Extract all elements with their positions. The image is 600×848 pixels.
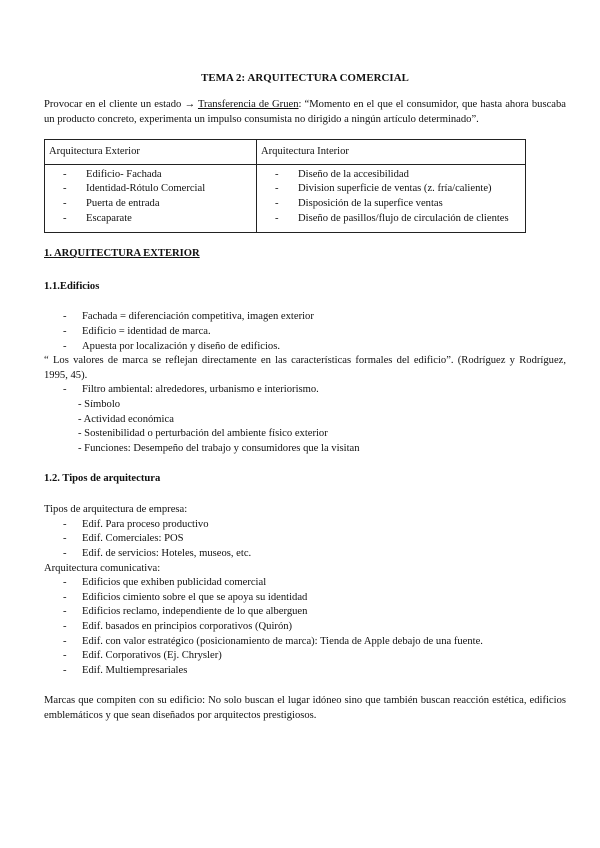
closing-paragraph: Marcas que compiten con su edificio: No solo buscan el lugar idóneo sino que también buscan reacción estética, edificios emblemáticos y que sean diseñados por arquitectos prestigiosos. — [44, 695, 566, 721]
list-item: - Funciones: Desempeño del trabajo y consumidores que la visitan — [78, 442, 360, 454]
spacer — [44, 686, 566, 694]
comunicativa-list — [44, 576, 566, 678]
spacer — [44, 678, 566, 686]
interior-cell — [257, 164, 526, 232]
document-page — [44, 71, 566, 724]
list-item: - Edificio- Fachada — [63, 168, 252, 183]
list-item: - Actividad económica — [78, 413, 174, 425]
comunicativa-label: Arquitectura comunicativa: — [44, 562, 161, 574]
edificios-list — [44, 310, 566, 354]
list-item: - Edif. Para proceso productivo — [63, 518, 566, 533]
subsection-heading-edificios: 1.1.Edificios — [44, 280, 100, 292]
list-item: - Edif. de servicios: Hoteles, museos, etc. — [63, 547, 566, 562]
subsection-heading-tipos: 1.2. Tipos de arquitectura — [44, 473, 161, 485]
interior-list — [261, 168, 521, 226]
list-item: - Sostenibilidad o perturbación del ambiente físico exterior — [78, 428, 328, 440]
list-item: - Identidad-Rótulo Comercial — [63, 182, 252, 197]
list-item: - Edif. Comerciales: POS — [63, 532, 566, 547]
list-item: - Edif. Multiempresariales — [63, 664, 566, 679]
table-body-row — [45, 164, 526, 232]
list-item: - Diseño de pasillos/flujo de circulación de clientes — [275, 212, 521, 227]
document-title: TEMA 2: ARQUITECTURA COMERCIAL — [201, 72, 409, 84]
exterior-list — [49, 168, 252, 226]
table-header-row — [45, 140, 526, 165]
intro-text-after: : “Momento en el que el consumidor, que hasta ahora buscaba un producto concreto, experimenta un impulso consumista no dirigido a ningún artículo determinado”. — [44, 98, 566, 125]
list-item: - Edificios que exhiben publicidad comercial — [63, 576, 566, 591]
list-item: - Filtro ambiental: alrededores, urbanismo e interiorismo. — [63, 383, 566, 398]
list-item: - Division superficie de ventas (z. fría/caliente) — [275, 182, 521, 197]
brand-values-quote: “ Los valores de marca se reflejan directamente en las características formales del edificio”. (Rodríguez y Rodríguez, 1995, 45). — [44, 355, 566, 381]
list-item: - Símbolo — [78, 399, 121, 411]
empresa-list — [44, 518, 566, 562]
header-interior: Arquitectura Interior — [257, 140, 526, 165]
gruen-transfer-term: Transferencia de Gruen — [197, 98, 299, 110]
filter-sublist — [44, 398, 566, 456]
list-item: - Apuesta por localización y diseño de edificios. — [63, 340, 566, 355]
intro-text-before: Provocar en el cliente un estado → — [44, 98, 198, 110]
list-item: - Edificios cimiento sobre el que se apoya su identidad — [63, 591, 566, 606]
list-item: - Edif. con valor estratégico (posicionamiento de marca): Tienda de Apple debajo de una fuente. — [63, 635, 566, 650]
architecture-table — [44, 139, 526, 233]
empresa-label: Tipos de arquitectura de empresa: — [44, 504, 188, 516]
list-item: - Edificios reclamo, independiente de lo que alberguen — [63, 605, 566, 620]
filter-list — [44, 383, 566, 398]
list-item: - Puerta de entrada — [63, 197, 252, 212]
list-item: - Fachada = diferenciación competitiva, imagen exterior — [63, 310, 566, 325]
section-heading-exterior: 1. ARQUITECTURA EXTERIOR — [44, 248, 200, 260]
list-item: - Edif. Corporativos (Ej. Chrysler) — [63, 649, 566, 664]
list-item: - Escaparate — [63, 212, 252, 227]
header-exterior: Arquitectura Exterior — [45, 140, 257, 165]
list-item: - Edificio = identidad de marca. — [63, 325, 566, 340]
list-item: - Diseño de la accesibilidad — [275, 168, 521, 183]
list-item: - Disposición de la superfice ventas — [275, 197, 521, 212]
exterior-cell — [45, 164, 257, 232]
list-item: - Edif. basados en principios corporativos (Quirón) — [63, 620, 566, 635]
intro-paragraph — [44, 98, 566, 127]
